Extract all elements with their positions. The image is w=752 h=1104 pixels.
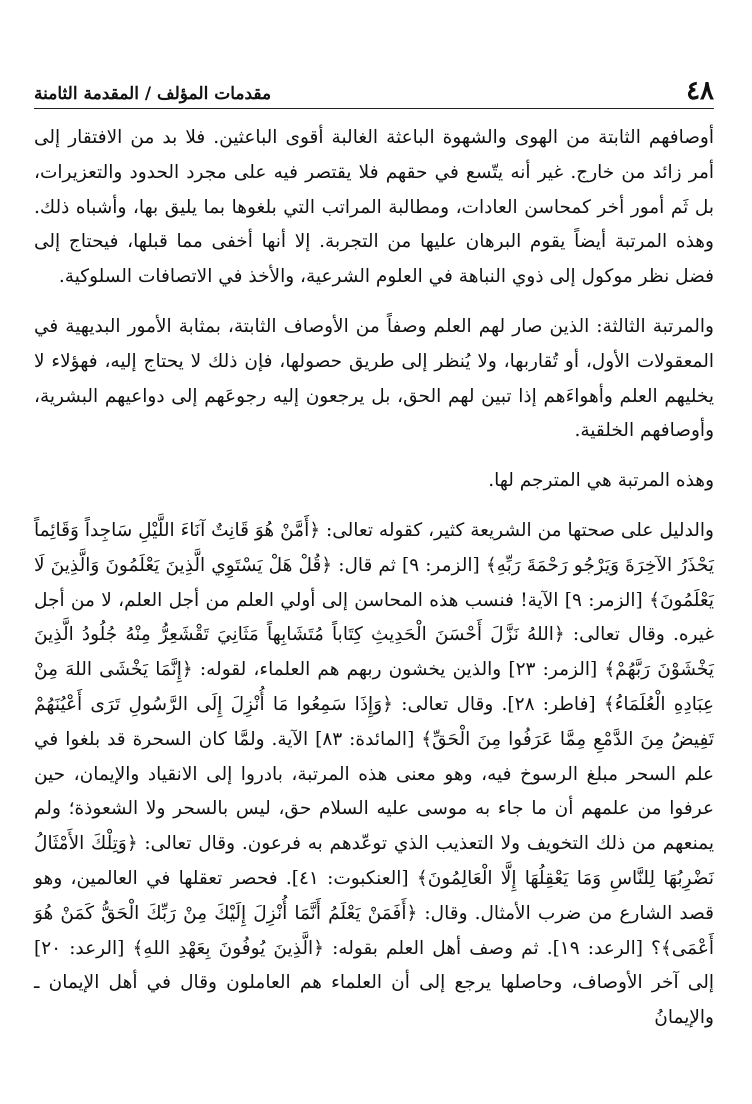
- paragraph-evidence: والدليل على صحتها من الشريعة كثير، كقوله تعالى: ﴿أَمَّنْ هُوَ قَانِتٌ آنَاءَ اللَّيْلِ سَاجِداً وَقَائِماً يَحْذَرُ الآخِرَةَ وَيَرْجُو رَحْمَةَ رَبِّهِ﴾ [الزمر: ٩] ثم قال: ﴿قُلْ هَلْ يَسْتَوِي الَّذِينَ يَعْلَمُونَ وَالَّذِينَ لَا يَعْلَمُونَ﴾ [الزمر: ٩] الآية! فنسب هذه المحاسن إلى أولي العلم من أجل العلم، لا من أجل غيره. وقال تعالى: ﴿اللهُ نَزَّلَ أَحْسَنَ الْحَدِيثِ كِتَاباً مُتَشَابِهاً مَثَانِيَ تَقْشَعِرُّ مِنْهُ جُلُودُ الَّذِينَ يَخْشَوْنَ رَبَّهُمْ﴾ [الزمر: ٢٣] والذين يخشون ربهم هم العلماء، لقوله: ﴿إِنَّمَا يَخْشَى اللهَ مِنْ عِبَادِهِ الْعُلَمَاءُ﴾ [فاطر: ٢٨]. وقال تعالى: ﴿وَإِذَا سَمِعُوا مَا أُنْزِلَ إِلَى الرَّسُولِ تَرَى أَعْيُنَهُمْ تَفِيضُ مِنَ الدَّمْعِ مِمَّا عَرَفُوا مِنَ الْحَقِّ﴾ [المائدة: ٨٣] الآية. ولمَّا كان السحرة قد بلغوا في علم السحر مبلغ الرسوخ فيه، وهو معنى هذه المرتبة، بادروا إلى الانقياد والإيمان، حين عرفوا من علمهم أن ما جاء به موسى عليه السلام حق، ليس بالسحر ولا الشعوذة؛ ولم يمنعهم من ذلك التخويف ولا التعذيب الذي توعّدهم به فرعون. وقال تعالى: ﴿وَتِلْكَ الأَمْثَالُ نَضْرِبُهَا لِلنَّاسِ وَمَا يَعْقِلُهَا إِلَّا الْعَالِمُونَ﴾ [العنكبوت: ٤١]. فحصر تعقلها في العالمين، وهو قصد الشارع من ضرب الأمثال. وقال: ﴿أَفَمَنْ يَعْلَمُ أَنَّمَا أُنْزِلَ إِلَيْكَ مِنْ رَبِّكَ الْحَقُّ كَمَنْ هُوَ أَعْمَى﴾؟ [الرعد: ١٩]. ثم وصف أهل العلم بقوله: ﴿الَّذِينَ يُوفُونَ بِعَهْدِ اللهِ﴾ [الرعد: ٢٠] إلى آخر الأوصاف، وحاصلها يرجع إلى أن العلماء هم العاملون وقال في أهل الإيمان ـ والإيمانُ: [34, 519, 714, 1029]
- running-title: مقدمات المؤلف / المقدمة الثامنة: [34, 84, 272, 104]
- paragraph-third-rank: والمرتبة الثالثة: الذين صار لهم العلم وصفاً من الأوصاف الثابتة، بمثابة الأمور البديهية في المعقولات الأول، أو تُقاربها، ولا يُنظر إلى طريق حصولها، فإن ذلك لا يحتاج إليه، فهؤلاء لا يخليهم العلم وأهواءَهم إذا تبين لهم الحق، بل يرجعون إليه رجوعَهم إلى دواعيهم البشرية، وأوصافهم الخلقية.: [34, 315, 714, 442]
- page-header: [34, 64, 714, 109]
- page-number: ٤٨: [686, 76, 714, 106]
- book-page: [34, 64, 714, 1084]
- paragraph-translated-rank: وهذه المرتبة هي المترجم لها.: [488, 470, 714, 492]
- paragraph-continuation: أوصافهم الثابتة من الهوى والشهوة الباعثة الغالبة أقوى الباعثين. فلا بد من الافتقار إلى أمر زائد من خارج. غير أنه يتّسع في حقهم فلا يقتصر فيه على مجرد الحدود والتعزيرات، بل ثَم أمور أخر كمحاسن العادات، ومطالبة المراتب التي بلغوها بما يليق بها، وأشباه ذلك. وهذه المرتبة أيضاً يقوم البرهان عليها من التجربة. إلا أنها أخفى مما قبلها، فيحتاج إلى فضل نظر موكول إلى ذوي النباهة في العلوم الشرعية، والأخذ في الاتصافات السلوكية.: [34, 127, 714, 288]
